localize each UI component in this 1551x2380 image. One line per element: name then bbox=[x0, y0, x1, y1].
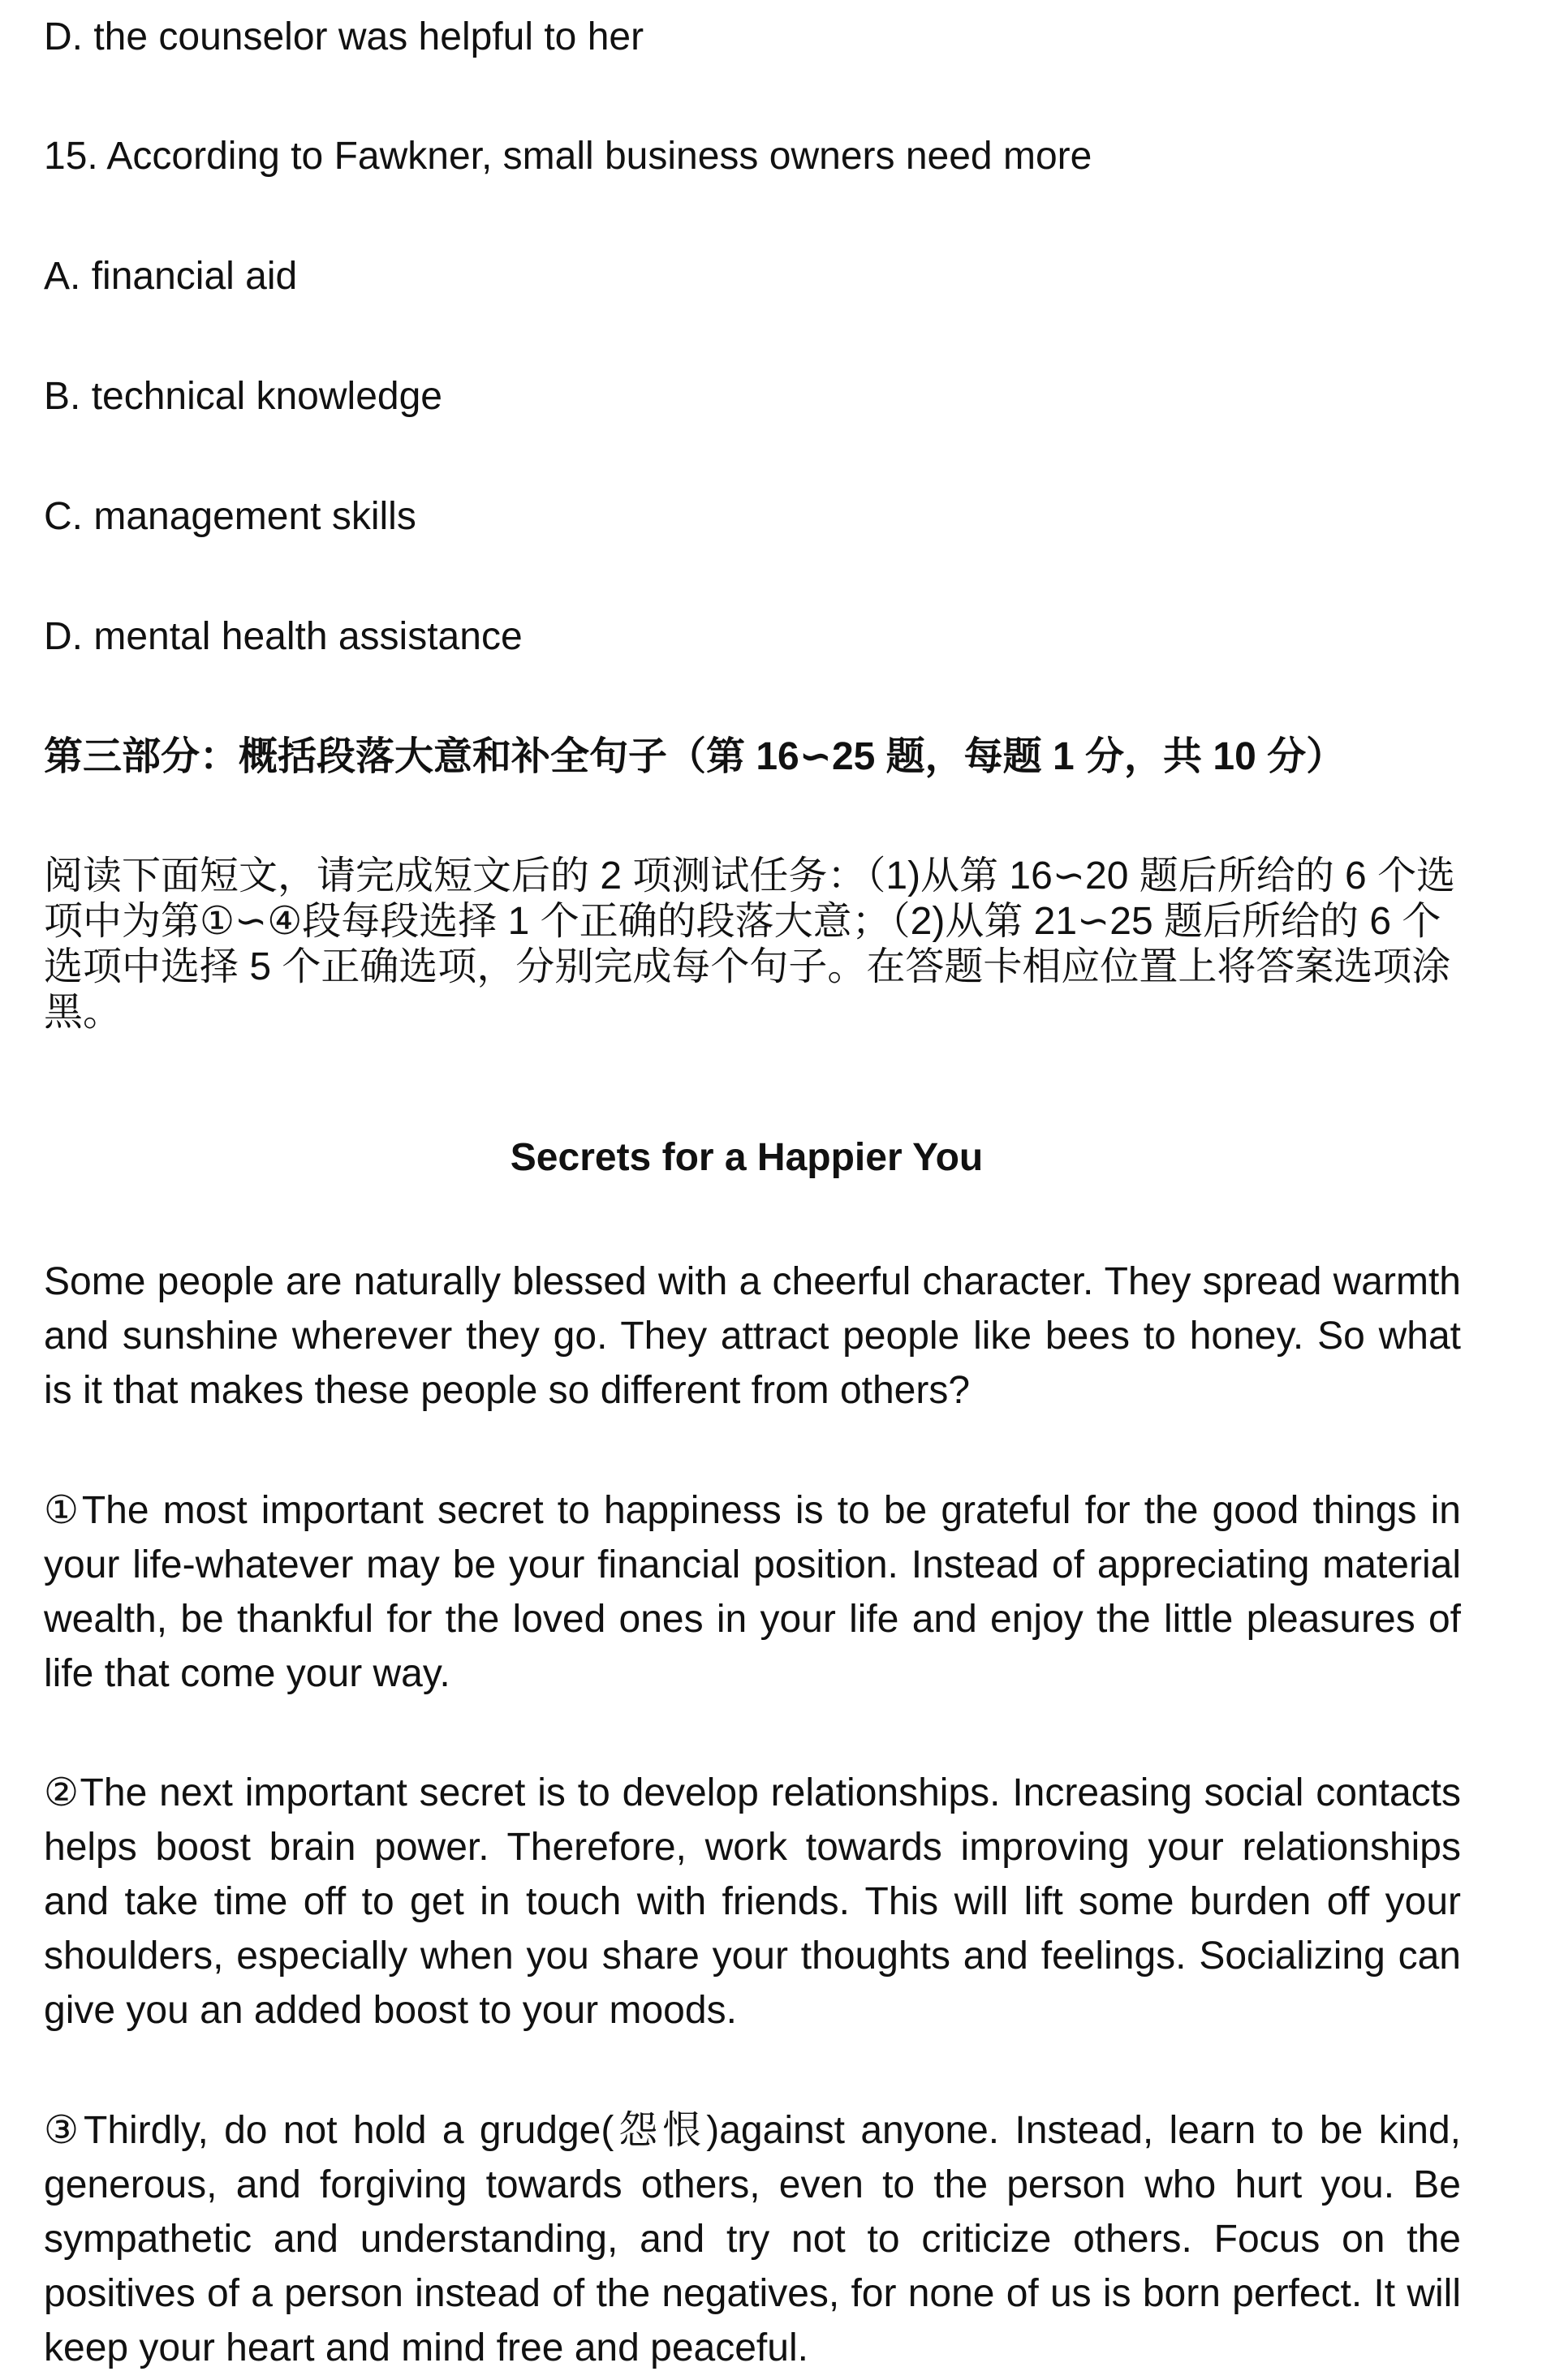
part-three-heading: 第三部分：概括段落大意和补全句子（第 16∽25 题，每题 1 分，共 10 分） bbox=[44, 735, 1346, 778]
q15-option-c: C. management skills bbox=[44, 495, 416, 538]
passage-intro: Some people are naturally blessed with a cheerful character. They spread warmth and sunshine wherever they go. They attract people like bees to honey. So what is it that makes these people so different from others? bbox=[44, 1260, 1461, 1412]
passage-paragraph-3: ③Thirdly, do not hold a grudge(怨恨)against anyone. Instead, learn to be kind, generous, and forgiving towards others, even to the person who hurt you. Be sympathetic and understanding, and try not to criticize others. Focus on the positives of a person instead of the negatives, for none of us is born perfect. It will keep your heart and mind free and peaceful. bbox=[44, 2109, 1461, 2369]
passage-paragraph-1: ①The most important secret to happiness is to be grateful for the good things in your life-whatever may be your financial position. Instead of appreciating material wealth, be thankful for the loved ones in your life and enjoy the little pleasures of life that come your way. bbox=[44, 1489, 1461, 1695]
passage-title: Secrets for a Happier You bbox=[510, 1136, 984, 1179]
passage-paragraph-2: ②The next important secret is to develop relationships. Increasing social contacts helps boost brain power. Therefore, work towards improving your relationships and take time off to get in touch with friends. This will lift some burden off your shoulders, especially when you share your thoughts and feelings. Socializing can give you an added boost to your moods. bbox=[44, 1771, 1461, 2032]
q15-option-a: A. financial aid bbox=[44, 255, 298, 298]
q15-option-d: D. mental health assistance bbox=[44, 615, 523, 658]
q15-stem: 15. According to Fawkner, small business owners need more bbox=[44, 135, 1092, 178]
part-three-instructions: 阅读下面短文，请完成短文后的 2 项测试任务：（1)从第 16∽20 题后所给的 6 个选项中为第①∽④段每段选择 1 个正确的段落大意；（2)从第 21∽25 题后所给的 6 个选项中选择 5 个正确选项，分别完成每个句子。在答题卡相应位置上将答案选项涂黑。 bbox=[44, 854, 1456, 1034]
q15-option-b: B. technical knowledge bbox=[44, 375, 442, 418]
q14-option-d: D. the counselor was helpful to her bbox=[44, 15, 644, 58]
